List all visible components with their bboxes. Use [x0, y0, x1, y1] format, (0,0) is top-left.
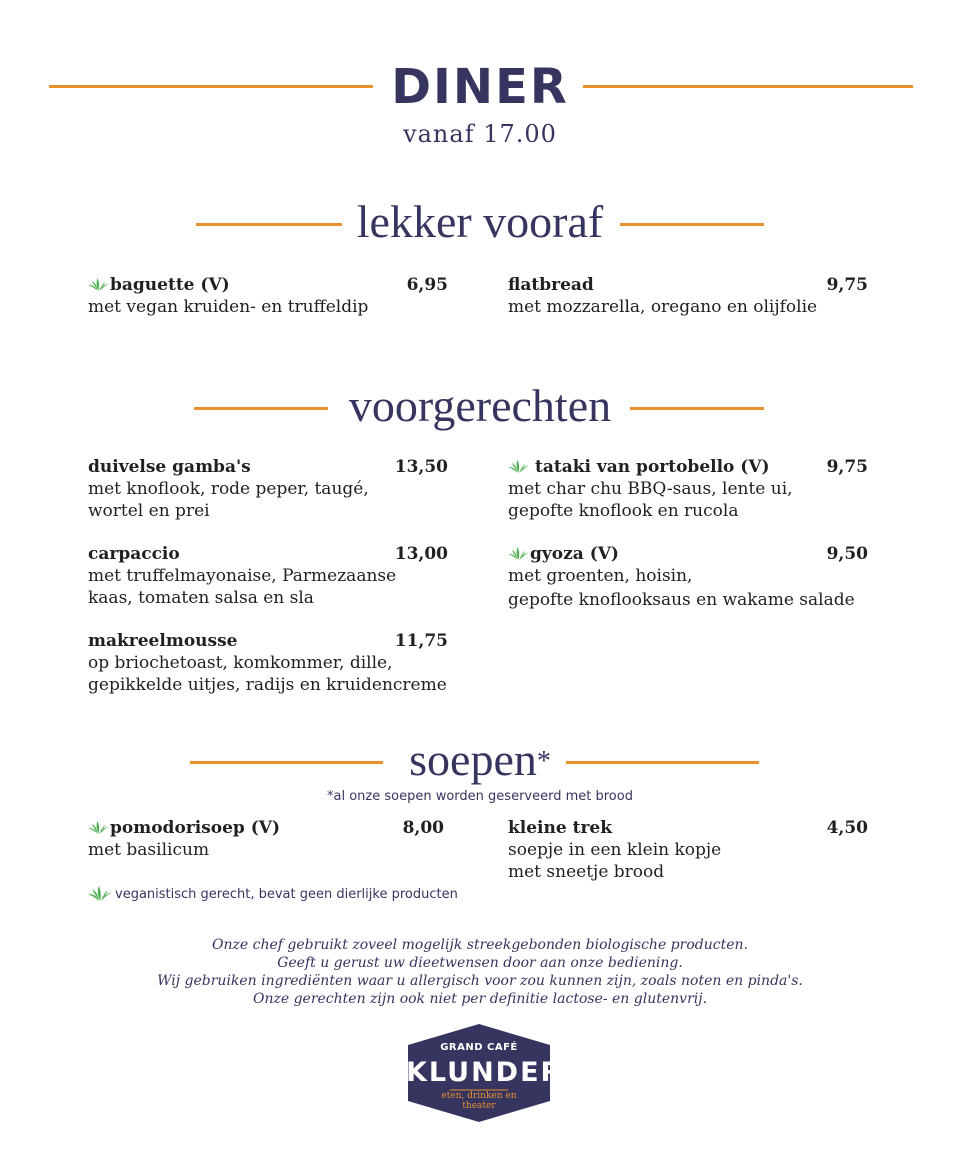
footer-line: Onze gerechten zijn ook niet per definitie lactose- en glutenvrij.	[252, 991, 708, 1007]
item-desc: met sneetje brood	[508, 862, 665, 882]
item-desc: met basilicum	[88, 840, 210, 860]
grand-cafe-klunder-logo	[406, 1023, 564, 1123]
menu-item	[508, 274, 868, 318]
item-name: kleine trek	[508, 818, 613, 838]
menu-item	[88, 274, 448, 318]
item-desc: gepikkelde uitjes, radijs en kruidencreme	[88, 675, 447, 695]
section-title-soepen	[0, 732, 960, 788]
item-price: 9,75	[826, 457, 868, 477]
footer-line: Onze chef gebruikt zoveel mogelijk streekgebonden biologische producten.	[212, 937, 748, 953]
item-name: gyoza (V)	[530, 544, 619, 564]
item-name: pomodorisoep (V)	[110, 818, 280, 838]
item-desc: met mozzarella, oregano en olijfolie	[508, 297, 818, 317]
menu-item	[508, 817, 868, 883]
page-subtitle: vanaf 17.00	[403, 120, 557, 148]
item-name: makreelmousse	[88, 631, 238, 651]
item-price: 13,00	[394, 544, 448, 564]
menu-item	[508, 456, 868, 522]
item-desc: met char chu BBQ-saus, lente ui,	[508, 479, 793, 499]
leaf-icon	[88, 886, 112, 901]
menu-item	[88, 543, 448, 609]
logo-tagline-line: theater	[462, 1101, 496, 1111]
leaf-icon	[88, 821, 109, 834]
item-price: 4,50	[826, 818, 868, 838]
section-title-text: soepen	[409, 734, 537, 785]
logo-tagline-line: eten, drinken en	[441, 1091, 517, 1101]
leaf-icon	[508, 460, 529, 473]
section-title-voorgerechten: voorgerechten	[348, 380, 612, 431]
leaf-icon	[508, 547, 529, 560]
item-desc: gepofte knoflooksaus en wakame salade	[508, 590, 855, 610]
item-desc: gepofte knoflook en rucola	[508, 501, 739, 521]
footer-line: Wij gebruiken ingrediënten waar u allergisch voor zou kunnen zijn, zoals noten en pinda's.	[157, 973, 803, 989]
item-desc: met groenten, hoisin,	[508, 566, 693, 586]
logo-tagline	[406, 1091, 552, 1111]
asterisk: *	[536, 746, 551, 777]
menu-item	[508, 543, 868, 611]
item-name: duivelse gamba's	[88, 457, 251, 477]
item-desc: met knoflook, rode peper, taugé,	[88, 479, 369, 499]
item-desc: kaas, tomaten salsa en sla	[88, 588, 314, 608]
menu-item	[88, 456, 448, 522]
item-desc: met vegan kruiden- en truffeldip	[88, 297, 369, 317]
item-name: baguette (V)	[110, 275, 230, 295]
logo-top-text: GRAND CAFÉ	[440, 1042, 518, 1053]
item-price: 11,75	[394, 631, 448, 651]
item-price: 13,50	[394, 457, 448, 477]
leaf-icon	[88, 278, 109, 291]
legend-text: veganistisch gerecht, bevat geen dierlijke producten	[115, 887, 458, 902]
page-title: DINER	[391, 59, 569, 115]
item-desc: op briochetoast, komkommer, dille,	[88, 653, 393, 673]
item-name: tataki van portobello (V)	[535, 457, 770, 477]
menu-item	[88, 630, 448, 696]
item-price: 6,95	[406, 275, 448, 295]
item-name: flatbread	[508, 275, 594, 295]
item-desc: soepje in een klein kopje	[508, 840, 722, 860]
item-price: 9,75	[826, 275, 868, 295]
item-price: 8,00	[402, 818, 444, 838]
item-desc: met truffelmayonaise, Parmezaanse	[88, 566, 397, 586]
soup-note: *al onze soepen worden geserveerd met brood	[327, 789, 633, 804]
footer-notes	[0, 936, 960, 1008]
footer-line: Geeft u gerust uw dieetwensen door aan onze bediening.	[277, 955, 683, 971]
menu-item	[88, 817, 448, 861]
section-title-vooraf: lekker vooraf	[356, 196, 604, 247]
item-desc: wortel en prei	[88, 501, 210, 521]
item-price: 9,50	[826, 544, 868, 564]
vegan-legend	[88, 886, 458, 902]
item-name: carpaccio	[88, 544, 180, 564]
logo-name: KLUNDER	[406, 1057, 564, 1088]
